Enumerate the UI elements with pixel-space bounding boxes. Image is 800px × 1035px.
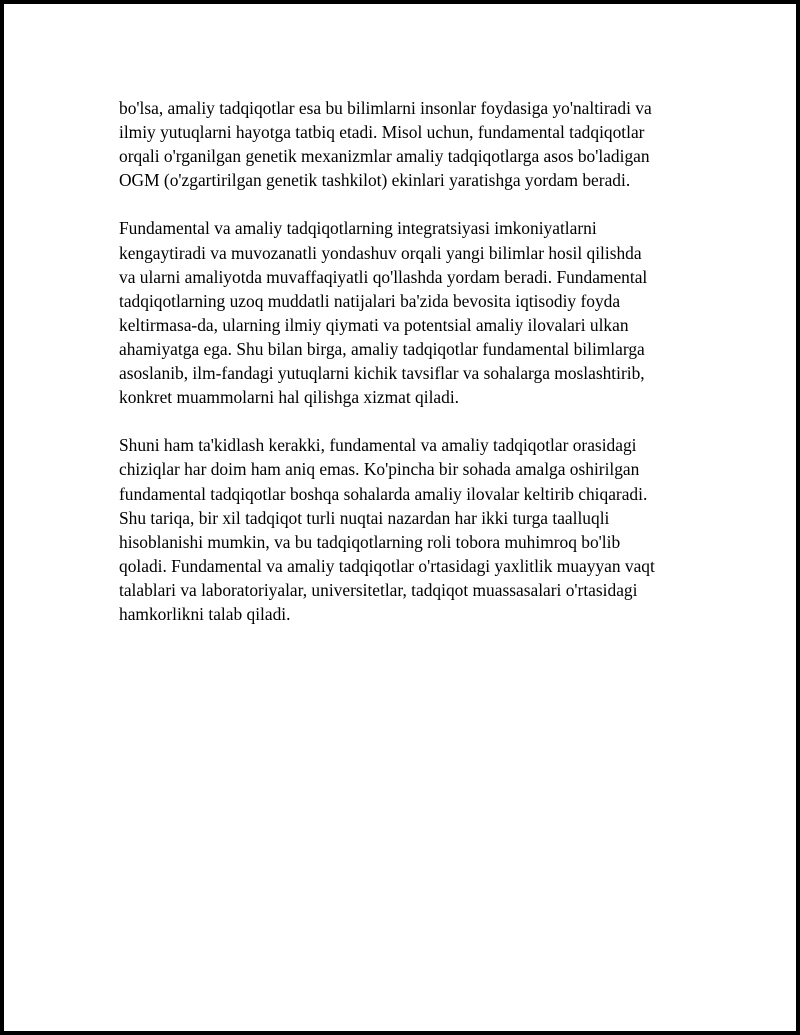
- text-line: hisoblanishi mumkin, va bu tadqiqotlarning roli tobora muhimroq bo'lib: [119, 531, 621, 552]
- text-line: talablari va laboratoriyalar, universitetlar, tadqiqot muassasalari o'rtasidagi: [119, 579, 638, 600]
- text-line: tadqiqotlarning uzoq muddatli natijalari ba'zida bevosita iqtisodiy foyda: [119, 290, 621, 311]
- text-line: Fundamental va amaliy tadqiqotlarning integratsiyasi imkoniyatlarni: [119, 218, 597, 239]
- text-line: chiziqlar har doim ham aniq emas. Ko'pincha bir sohada amalga oshirilgan: [119, 459, 640, 480]
- text-line: asoslanib, ilm-fandagi yutuqlarni kichik tavsiflar va sohalarga moslashtirib,: [119, 363, 645, 384]
- text-line: keltirmasa-da, ularning ilmiy qiymati va potentsial amaliy ilovalari ulkan: [119, 314, 629, 335]
- paragraph-3: [119, 433, 699, 626]
- text-line: hamkorlikni talab qiladi.: [119, 603, 291, 624]
- text-line: kengaytiradi va muvozanatli yondashuv orqali yangi bilimlar hosil qilishda: [119, 242, 642, 263]
- document-body: [119, 96, 699, 650]
- text-line: fundamental tadqiqotlar boshqa sohalarda amaliy ilovalar keltirib chiqaradi.: [119, 483, 648, 504]
- text-line: orqali o'rganilgan genetik mexanizmlar amaliy tadqiqotlarga asos bo'ladigan: [119, 146, 650, 167]
- paragraph-2: [119, 216, 699, 409]
- text-line: va ularni amaliyotda muvaffaqiyatli qo'llashda yordam beradi. Fundamental: [119, 266, 648, 287]
- text-line: ilmiy yutuqlarni hayotga tatbiq etadi. Misol uchun, fundamental tadqiqotlar: [119, 122, 645, 143]
- text-line: ahamiyatga ega. Shu bilan birga, amaliy tadqiqotlar fundamental bilimlarga: [119, 338, 645, 359]
- text-line: qoladi. Fundamental va amaliy tadqiqotlar o'rtasidagi yaxlitlik muayyan vaqt: [119, 555, 655, 576]
- text-line: konkret muammolarni hal qilishga xizmat qiladi.: [119, 387, 460, 408]
- text-line: Shuni ham ta'kidlash kerakki, fundamental va amaliy tadqiqotlar orasidagi: [119, 435, 637, 456]
- text-line: OGM (o'zgartirilgan genetik tashkilot) ekinlari yaratishga yordam beradi.: [119, 170, 631, 191]
- paragraph-1: [119, 96, 699, 192]
- text-line: bo'lsa, amaliy tadqiqotlar esa bu bilimlarni insonlar foydasiga yo'naltiradi va: [119, 98, 652, 118]
- text-line: Shu tariqa, bir xil tadqiqot turli nuqtai nazardan har ikki turga taalluqli: [119, 507, 610, 528]
